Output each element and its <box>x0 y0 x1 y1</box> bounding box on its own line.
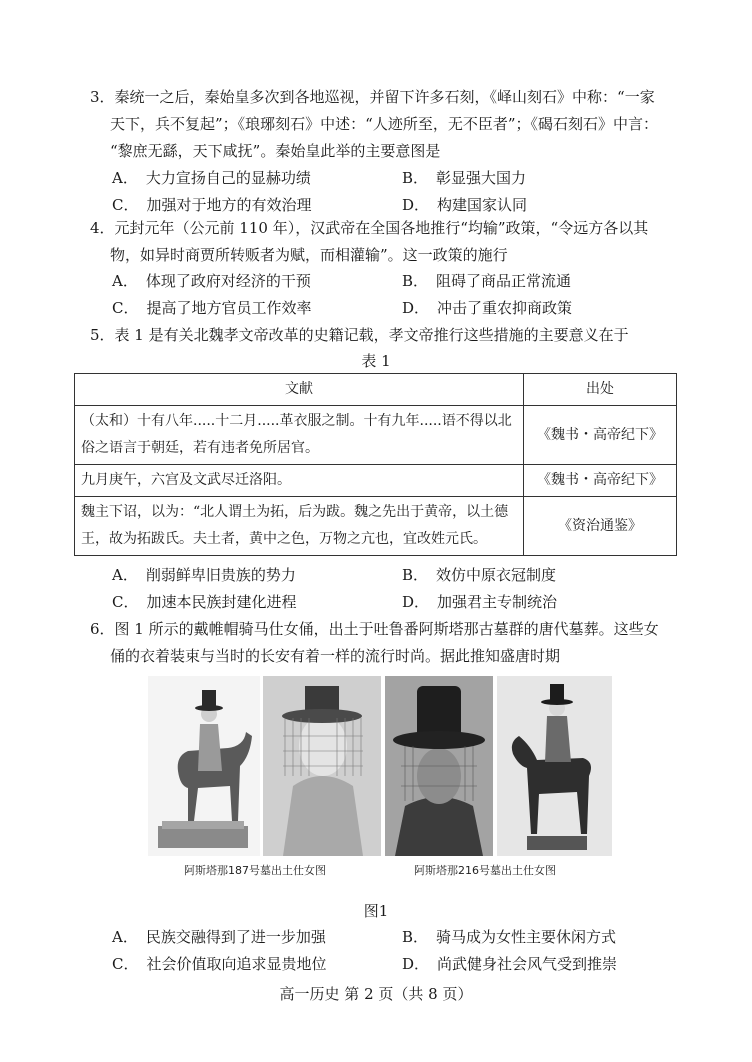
figurine-photo-2 <box>263 676 381 856</box>
question-5-stem <box>90 322 692 349</box>
question-4-option-d[interactable]: D． 冲击了重农抑商政策 <box>402 299 573 317</box>
question-4-line-2: 物，如异时商贾所转贩者为赋，而相灌输”。这一政策的施行 <box>110 246 508 264</box>
question-5-option-c[interactable]: C． 加速本民族封建化进程 <box>112 593 297 611</box>
photo-caption-left: 阿斯塔那187号墓出土仕女图 <box>184 864 326 877</box>
question-5-option-a[interactable]: A． 削弱鲜卑旧贵族的势力 <box>112 566 296 584</box>
question-3-line-2: 天下，兵不复起”；《琅琊刻石》中述：“人迹所至，无不臣者”；《碣石刻石》中言： <box>110 115 659 133</box>
figure-caption: 图1 <box>363 902 389 920</box>
question-3-line-3: “黎庶无繇，天下咸抚”。秦始皇此举的主要意图是 <box>110 142 441 160</box>
table-header-document: 文献 <box>75 374 524 406</box>
question-4-option-a[interactable]: A． 体现了政府对经济的干预 <box>112 272 311 290</box>
question-3-option-d[interactable]: D． 构建国家认同 <box>402 196 528 214</box>
question-3-options <box>112 165 692 219</box>
table-cell-text: 魏主下诏，以为：“北人谓土为拓，后为跋。魏之先出于黄帝，以土德王，故为拓跋氏。夫土者，黄中之色，万物之亢也，宜改姓元氏。 <box>75 497 524 556</box>
figurine-photo-4 <box>497 676 612 856</box>
table-row <box>75 465 677 497</box>
question-6-option-a[interactable]: A． 民族交融得到了进一步加强 <box>112 928 326 946</box>
question-3-stem <box>90 84 692 165</box>
question-4-line-1: 4．元封元年（公元前 110 年），汉武帝在全国各地推行“均输”政策，“令远方各以其 <box>90 219 649 237</box>
question-5-options <box>112 562 692 616</box>
question-5-line-1: 5．表 1 是有关北魏孝文帝改革的史籍记载，孝文帝推行这些措施的主要意义在于 <box>90 326 629 344</box>
question-5-option-b[interactable]: B． 效仿中原衣冠制度 <box>402 566 557 584</box>
table-row <box>75 497 677 556</box>
table-cell-text: 九月庚午，六宫及文武尽迁洛阳。 <box>75 465 524 497</box>
question-6-options <box>112 924 692 978</box>
question-3-option-b[interactable]: B． 彰显强大国力 <box>402 169 527 187</box>
question-6-line-1: 6．图 1 所示的戴帷帽骑马仕女俑，出土于吐鲁番阿斯塔那古墓群的唐代墓葬。这些女 <box>90 620 659 638</box>
photo-caption-right: 阿斯塔那216号墓出土仕女图 <box>414 864 556 877</box>
table-row <box>75 406 677 465</box>
table-header-source: 出处 <box>524 374 677 406</box>
figure-1-photos <box>148 676 612 856</box>
question-4-options <box>112 268 692 322</box>
question-6-option-c[interactable]: C． 社会价值取向追求显贵地位 <box>112 955 327 973</box>
figurine-photo-1 <box>148 676 260 856</box>
question-3-option-c[interactable]: C． 加强对于地方的有效治理 <box>112 196 312 214</box>
question-5-option-d[interactable]: D． 加强君主专制统治 <box>402 593 558 611</box>
history-table <box>74 373 677 556</box>
question-3-option-a[interactable]: A． 大力宣扬自己的显赫功绩 <box>112 169 311 187</box>
table-cell-text: （太和）十有八年.....十二月.....革衣服之制。十有九年.....语不得以北俗之语言于朝廷，若有违者免所居官。 <box>75 406 524 465</box>
figurine-photo-3 <box>385 676 493 856</box>
table-cell-source: 《资治通鉴》 <box>524 497 677 556</box>
question-6-option-b[interactable]: B． 骑马成为女性主要休闲方式 <box>402 928 617 946</box>
table-caption: 表 1 <box>361 352 391 370</box>
question-4-option-b[interactable]: B． 阻碍了商品正常流通 <box>402 272 572 290</box>
question-6-line-2: 俑的衣着装束与当时的长安有着一样的流行时尚。据此推知盛唐时期 <box>110 647 561 665</box>
page-footer: 高一历史 第 2 页（共 8 页） <box>279 985 473 1003</box>
question-6-stem <box>90 616 692 670</box>
table-cell-source: 《魏书・高帝纪下》 <box>524 465 677 497</box>
question-3-line-1: 3．秦统一之后，秦始皇多次到各地巡视，并留下许多石刻，《峄山刻石》中称：“一家 <box>90 88 655 106</box>
table-header-row <box>75 374 677 406</box>
table-cell-source: 《魏书・高帝纪下》 <box>524 406 677 465</box>
question-4-stem <box>90 215 692 269</box>
question-4-option-c[interactable]: C． 提高了地方官员工作效率 <box>112 299 312 317</box>
question-6-option-d[interactable]: D． 尚武健身社会风气受到推崇 <box>402 955 618 973</box>
